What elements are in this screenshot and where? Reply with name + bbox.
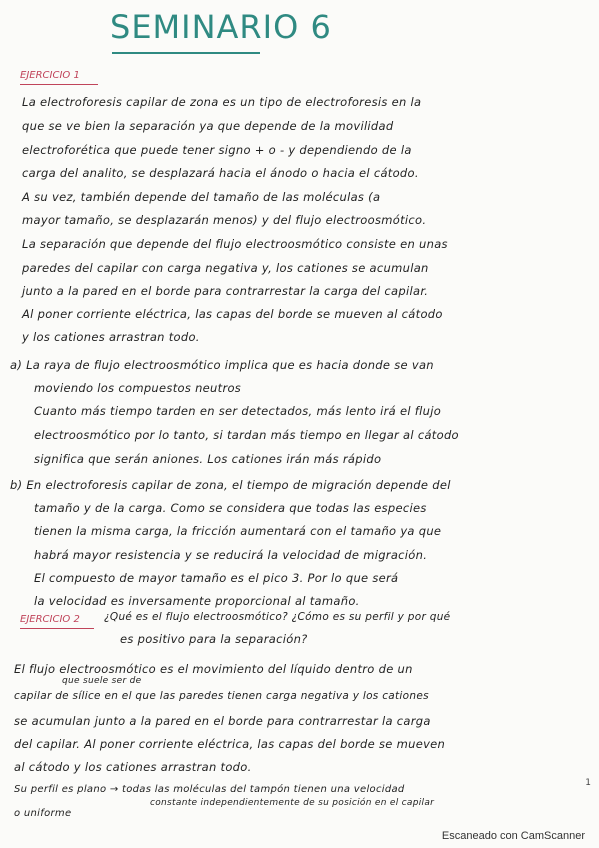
ej2-line-3: se acumulan junto a la pared en el borde para contrarrestar la carga [14, 714, 431, 728]
page-mark: 1 [585, 778, 591, 788]
ej1-a-line-2: moviendo los compuestos neutros [34, 381, 242, 395]
ej1-line-3: electroforética que puede tener signo + o - y dependiendo de la [22, 143, 412, 157]
ej1-b-line-2: tamaño y de la carga. Como se considera que todas las especies [34, 501, 427, 515]
ej1-a-line-3: Cuanto más tiempo tarden en ser detectados, más lento irá el flujo [34, 404, 442, 418]
page-title: SEMINARIO 6 [110, 8, 332, 46]
ej2-line-4: del capilar. Al poner corriente eléctrica, las capas del borde se mueven [14, 737, 446, 751]
ejercicio-1-underline [20, 84, 98, 85]
ej2-line-8: o uniforme [14, 808, 72, 819]
ej2-line-2: capilar de sílice en el que las paredes tienen carga negativa y los cationes [14, 690, 429, 702]
ej1-b-line-4: habrá mayor resistencia y se reducirá la velocidad de migración. [34, 548, 428, 562]
ej1-b-line-3: tienen la misma carga, la fricción aumentará con el tamaño ya que [34, 524, 442, 538]
ej1-a-line-5: significa que serán aniones. Los cationes irán más rápido [34, 452, 382, 466]
ejercicio-2-underline [20, 628, 94, 629]
ej2-line-6: Su perfil es plano → todas las moléculas del tampón tienen una velocidad [14, 784, 405, 795]
ej1-line-7: La separación que depende del flujo electroosmótico consiste en unas [22, 237, 448, 251]
ej1-line-11: y los cationes arrastran todo. [22, 330, 200, 344]
ej1-line-6: mayor tamaño, se desplazarán menos) y del flujo electroosmótico. [22, 213, 427, 227]
ej2-line-1: El flujo electroosmótico es el movimiento del líquido dentro de un [14, 662, 413, 676]
ej2-insert-note: que suele ser de [62, 676, 142, 686]
ej2-question-line-2: es positivo para la separación? [120, 632, 308, 646]
ej1-line-8: paredes del capilar con carga negativa y, los cationes se acumulan [22, 261, 429, 275]
ej2-line-5: al cátodo y los cationes arrastran todo. [14, 760, 252, 774]
ej1-a-line-4: electroosmótico por lo tanto, si tardan más tiempo en llegar al cátodo [34, 428, 459, 442]
ejercicio-1-heading: EJERCICIO 1 [20, 70, 80, 81]
ejercicio-2-heading: EJERCICIO 2 [20, 614, 80, 625]
camscanner-watermark: Escaneado con CamScanner [441, 830, 585, 842]
title-underline [112, 52, 260, 54]
ej1-line-4: carga del analito, se desplazará hacia el ánodo o hacia el cátodo. [22, 166, 419, 180]
ej1-line-2: que se ve bien la separación ya que depende de la movilidad [22, 119, 394, 133]
ej1-line-1: La electroforesis capilar de zona es un tipo de electroforesis en la [22, 95, 422, 109]
ej2-line-7: constante independientemente de su posición en el capilar [150, 798, 435, 808]
ej1-line-9: junto a la pared en el borde para contrarrestar la carga del capilar. [22, 284, 429, 298]
ej1-b-line-1: b) En electroforesis capilar de zona, el tiempo de migración depende del [10, 478, 451, 492]
ej1-a-line-1: a) La raya de flujo electroosmótico implica que es hacia donde se van [10, 358, 434, 372]
ej1-line-10: Al poner corriente eléctrica, las capas del borde se mueven al cátodo [22, 307, 443, 321]
ej1-b-line-6: la velocidad es inversamente proporcional al tamaño. [34, 594, 360, 608]
ej1-b-line-5: El compuesto de mayor tamaño es el pico 3. Por lo que será [34, 571, 399, 585]
ej2-question-line-1: ¿Qué es el flujo electroosmótico? ¿Cómo es su perfil y por qué [104, 611, 451, 623]
ej1-line-5: A su vez, también depende del tamaño de las moléculas (a [22, 190, 381, 204]
